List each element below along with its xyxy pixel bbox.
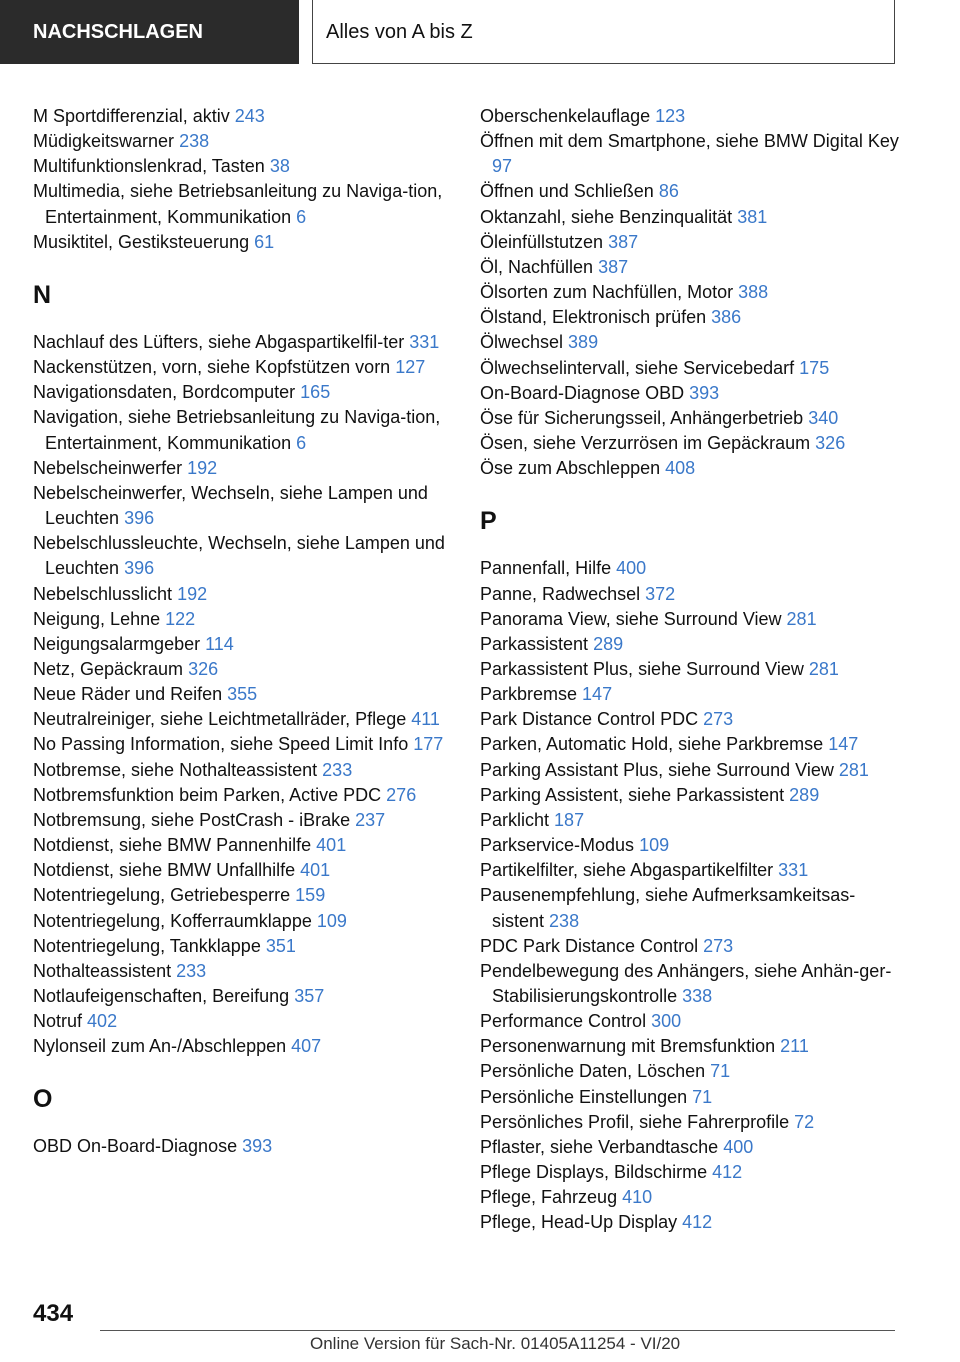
- index-entry: [480, 205, 900, 230]
- page-link[interactable]: 109: [316, 910, 347, 931]
- page-link[interactable]: 38: [269, 156, 290, 177]
- page-link[interactable]: 393: [242, 1136, 273, 1157]
- index-entry: [33, 380, 453, 405]
- page-link[interactable]: 238: [179, 131, 210, 152]
- index-column-right: [480, 104, 900, 1236]
- index-entry-text: Öffnen mit dem Smartphone, siehe BMW Digital Key: [480, 131, 899, 152]
- page-link[interactable]: 281: [808, 658, 839, 679]
- index-entry: [33, 154, 453, 179]
- index-entry: [480, 1034, 900, 1059]
- index-entry-text: Neue Räder und Reifen: [33, 684, 223, 705]
- index-entry: [480, 1210, 900, 1235]
- index-entry-text: Notbremse, siehe Nothalteassistent: [33, 759, 318, 780]
- page-link[interactable]: 357: [294, 986, 325, 1006]
- page-link[interactable]: 233: [322, 759, 353, 780]
- page-link[interactable]: 97: [492, 156, 513, 177]
- page-title: Alles von A bis Z: [312, 0, 895, 64]
- index-entry: [33, 405, 453, 455]
- index-entry-text: Parking Assistant Plus, siehe Surround View: [480, 759, 834, 780]
- index-entry: [33, 230, 453, 255]
- page-link[interactable]: 412: [682, 1212, 713, 1233]
- index-entry: [480, 732, 900, 757]
- index-entry-text: Parkservice-Modus: [480, 835, 635, 856]
- page-link[interactable]: 410: [622, 1187, 653, 1208]
- index-column-left: [33, 104, 453, 1160]
- index-entry-text: Nachlauf des Lüfters, siehe Abgaspartikelfil-ter: [33, 331, 405, 352]
- index-entry: [480, 632, 900, 657]
- index-entry-text: Pflege Displays, Bildschirme: [480, 1162, 708, 1183]
- index-entry-text: Oktanzahl, siehe Benzinqualität: [480, 206, 733, 227]
- page-link[interactable]: 238: [549, 910, 580, 931]
- index-letter-n: N: [33, 280, 52, 309]
- index-entry: [33, 833, 453, 858]
- page-link[interactable]: 386: [711, 307, 742, 328]
- index-entry: [480, 1160, 900, 1185]
- page-number: 434: [33, 1300, 74, 1327]
- page-link[interactable]: 372: [645, 583, 676, 604]
- index-entry: [480, 406, 900, 431]
- index-entry: [33, 1134, 453, 1159]
- index-entry: [480, 883, 900, 933]
- index-entry: [480, 1009, 900, 1034]
- index-entry: [480, 431, 900, 456]
- index-entry-text: PDC Park Distance Control: [480, 935, 699, 956]
- index-entry: [33, 732, 453, 757]
- index-entry: [33, 1034, 453, 1059]
- page-link[interactable]: 147: [582, 684, 613, 705]
- page-link[interactable]: 187: [554, 809, 585, 830]
- index-entry-text: Persönliches Profil, siehe Fahrerprofile: [480, 1111, 790, 1132]
- index-entry: [480, 607, 900, 632]
- index-entry-text: Park Distance Control PDC: [480, 709, 699, 730]
- page-link[interactable]: 72: [794, 1111, 815, 1132]
- page-link[interactable]: 192: [187, 457, 218, 478]
- index-entry: [480, 1185, 900, 1210]
- page-link[interactable]: 61: [254, 231, 275, 252]
- page-link[interactable]: 411: [411, 709, 440, 730]
- index-entry-text: Multifunktionslenkrad, Tasten: [33, 156, 265, 177]
- index-entry: [480, 129, 900, 179]
- index-entry-text: Ölstand, Elektronisch prüfen: [480, 307, 707, 328]
- index-entry: [480, 456, 900, 481]
- page-link[interactable]: 388: [738, 282, 769, 303]
- index-entry: [33, 531, 453, 581]
- page-link[interactable]: 276: [386, 784, 417, 805]
- index-entry-text: Nebelscheinwerfer, Wechseln, siehe Lampen und Leuchten: [33, 482, 428, 529]
- index-entry-text: Notbremsung, siehe PostCrash - iBrake: [33, 809, 351, 830]
- index-entry-text: M Sportdifferenzial, aktiv: [33, 106, 230, 126]
- index-entry: [480, 255, 900, 280]
- index-entry: [480, 1135, 900, 1160]
- index-entry: [480, 657, 900, 682]
- page-link[interactable]: 71: [710, 1061, 731, 1082]
- index-entry-text: Notdienst, siehe BMW Pannenhilfe: [33, 835, 312, 856]
- index-entry-text: Notruf: [33, 1011, 83, 1032]
- page-link[interactable]: 400: [616, 558, 647, 579]
- page-link[interactable]: 338: [682, 986, 713, 1006]
- index-entry: [480, 230, 900, 255]
- index-entry-text: Performance Control: [480, 1011, 647, 1032]
- page-link[interactable]: 326: [188, 658, 219, 679]
- index-entry: [480, 1110, 900, 1135]
- index-entry-text: Pflege, Head-Up Display: [480, 1212, 678, 1233]
- index-entry: [480, 934, 900, 959]
- footer-divider: [100, 1330, 895, 1331]
- page-link[interactable]: 387: [608, 231, 639, 252]
- page-link[interactable]: 243: [234, 106, 265, 126]
- index-entry: [480, 330, 900, 355]
- page-link[interactable]: 408: [665, 458, 696, 479]
- page-link[interactable]: 109: [639, 835, 670, 856]
- index-entry-text: Ölwechsel: [480, 332, 564, 353]
- index-entry-text: Neigungsalarmgeber: [33, 633, 201, 654]
- index-entry-text: Öse für Sicherungsseil, Anhängerbetrieb: [480, 407, 804, 428]
- index-entry-text: Navigationsdaten, Bordcomputer: [33, 382, 296, 403]
- index-entry-text: Musiktitel, Gestiksteuerung: [33, 231, 250, 252]
- page-link[interactable]: 6: [296, 432, 307, 453]
- index-entry-text: Panorama View, siehe Surround View: [480, 608, 782, 629]
- index-entry: [480, 1059, 900, 1084]
- index-entry: [480, 783, 900, 808]
- page-link[interactable]: 351: [265, 935, 296, 956]
- index-entry: [33, 355, 453, 380]
- index-entry-text: Nylonseil zum An-/Abschleppen: [33, 1036, 287, 1057]
- page-link[interactable]: 381: [737, 206, 768, 227]
- index-entry-text: Notbremsfunktion beim Parken, Active PDC: [33, 784, 382, 805]
- index-entry-text: Parkbremse: [480, 684, 578, 705]
- page-link[interactable]: 331: [409, 331, 440, 352]
- page-link[interactable]: 175: [799, 357, 830, 378]
- index-entry-text: Netz, Gepäckraum: [33, 658, 184, 679]
- index-entry-text: Pflaster, siehe Verbandtasche: [480, 1136, 719, 1157]
- index-entry: [33, 858, 453, 883]
- page-link[interactable]: 412: [712, 1162, 743, 1183]
- page-link[interactable]: 393: [689, 382, 720, 403]
- index-entry: [480, 833, 900, 858]
- index-entry-text: Müdigkeitswarner: [33, 131, 175, 152]
- page-link[interactable]: 281: [838, 759, 869, 780]
- page-link[interactable]: 402: [87, 1011, 118, 1032]
- index-entry-text: No Passing Information, siehe Speed Limit Info: [33, 734, 409, 755]
- page-link[interactable]: 237: [355, 809, 386, 830]
- page-link[interactable]: 407: [291, 1036, 322, 1057]
- page-link[interactable]: 387: [598, 256, 629, 277]
- index-entry-text: Persönliche Einstellungen: [480, 1086, 688, 1107]
- index-entry: [33, 129, 453, 154]
- page-link[interactable]: 192: [177, 583, 208, 604]
- index-entry-text: Ölwechselintervall, siehe Servicebedarf: [480, 357, 795, 378]
- page-link[interactable]: 389: [568, 332, 599, 353]
- index-entry: [33, 657, 453, 682]
- index-entry-text: Notentriegelung, Kofferraumklappe: [33, 910, 312, 931]
- index-entry: [33, 984, 453, 1009]
- index-entry-text: Pausenempfehlung, siehe Aufmerksamkeitsas-sistent: [480, 885, 856, 931]
- index-entry: [33, 179, 453, 229]
- index-entry-text: Nebelscheinwerfer: [33, 457, 183, 478]
- index-entry: [33, 582, 453, 607]
- index-entry: [480, 858, 900, 883]
- index-entry: [480, 381, 900, 406]
- index-entry: [33, 456, 453, 481]
- index-entry-text: Pendelbewegung des Anhängers, siehe Anhän-ger-Stabilisierungskontrolle: [480, 960, 892, 1006]
- index-entry-text: Nackenstützen, vorn, siehe Kopfstützen vorn: [33, 357, 391, 378]
- page-link[interactable]: 71: [692, 1086, 713, 1107]
- index-entry-text: Öleinfüllstutzen: [480, 231, 604, 252]
- index-entry: [33, 481, 453, 531]
- page-link[interactable]: 233: [176, 960, 207, 981]
- index-entry: [480, 356, 900, 381]
- index-entry: [480, 280, 900, 305]
- index-entry: [33, 959, 453, 984]
- page-link[interactable]: 127: [395, 357, 426, 378]
- page-link[interactable]: 177: [413, 734, 444, 755]
- index-entry-text: Panne, Radwechsel: [480, 583, 641, 604]
- index-entry-text: Pannenfall, Hilfe: [480, 558, 612, 579]
- index-letter-p: P: [480, 507, 497, 536]
- index-entry: [480, 179, 900, 204]
- index-entry-text: Parking Assistent, siehe Parkassistent: [480, 784, 785, 805]
- page-link[interactable]: 122: [165, 608, 196, 629]
- page-link[interactable]: 86: [658, 181, 679, 202]
- page-link[interactable]: 165: [300, 382, 331, 403]
- page-link[interactable]: 401: [316, 835, 347, 856]
- index-entry-text: Parkassistent Plus, siehe Surround View: [480, 658, 804, 679]
- index-entry: [33, 1009, 453, 1034]
- index-entry: [480, 104, 900, 129]
- index-entry: [33, 909, 453, 934]
- page-link[interactable]: 159: [295, 885, 326, 906]
- index-entry-text: OBD On-Board-Diagnose: [33, 1136, 238, 1157]
- index-entry: [480, 808, 900, 833]
- index-entry-text: Notentriegelung, Getriebesperre: [33, 885, 291, 906]
- index-entry-text: Notentriegelung, Tankklappe: [33, 935, 261, 956]
- page-link[interactable]: 396: [124, 508, 155, 529]
- index-entry: [480, 582, 900, 607]
- index-entry-text: Neigung, Lehne: [33, 608, 161, 629]
- index-entry: [33, 682, 453, 707]
- page-link[interactable]: 326: [815, 433, 846, 454]
- page-link[interactable]: 331: [778, 860, 809, 881]
- index-entry-text: Öl, Nachfüllen: [480, 256, 594, 277]
- page-link[interactable]: 340: [808, 407, 839, 428]
- page-link[interactable]: 289: [789, 784, 820, 805]
- page-link[interactable]: 300: [651, 1011, 682, 1032]
- index-entry-text: Notlaufeigenschaften, Bereifung: [33, 986, 290, 1006]
- page-link[interactable]: 281: [786, 608, 817, 629]
- index-entry: [33, 104, 453, 129]
- page-link[interactable]: 401: [300, 860, 331, 881]
- page-link[interactable]: 289: [593, 633, 624, 654]
- index-entry-text: Öse zum Abschleppen: [480, 458, 661, 479]
- page-link[interactable]: 114: [205, 633, 234, 654]
- index-entry-text: Neutralreiniger, siehe Leichtmetallräder, Pflege: [33, 709, 407, 730]
- page-link[interactable]: 211: [780, 1036, 809, 1057]
- index-entry: [33, 783, 453, 808]
- index-entry: [33, 758, 453, 783]
- index-entry-text: Nebelschlusslicht: [33, 583, 173, 604]
- index-entry-text: Navigation, siehe Betriebsanleitung zu Naviga-tion, Entertainment, Kommunikation: [33, 407, 441, 453]
- index-letter-o: O: [33, 1085, 53, 1114]
- page-link[interactable]: 147: [828, 734, 859, 755]
- index-entry-text: Persönliche Daten, Löschen: [480, 1061, 706, 1082]
- page-link[interactable]: 400: [723, 1136, 754, 1157]
- index-entry-text: Pflege, Fahrzeug: [480, 1187, 618, 1208]
- index-entry-text: Ösen, siehe Verzurrösen im Gepäckraum: [480, 433, 811, 454]
- index-entry-text: Parken, Automatic Hold, siehe Parkbremse: [480, 734, 824, 755]
- index-entry: [33, 607, 453, 632]
- index-entry: [33, 330, 453, 355]
- index-entry: [33, 883, 453, 908]
- index-entry-text: Personenwarnung mit Bremsfunktion: [480, 1036, 776, 1057]
- index-entry: [480, 556, 900, 581]
- index-entry-text: Notdienst, siehe BMW Unfallhilfe: [33, 860, 296, 881]
- index-entry: [33, 632, 453, 657]
- index-entry: [480, 1085, 900, 1110]
- index-entry-text: Nebelschlussleuchte, Wechseln, siehe Lampen und Leuchten: [33, 533, 445, 579]
- index-entry: [33, 707, 453, 732]
- index-entry-text: Partikelfilter, siehe Abgaspartikelfilter: [480, 860, 774, 881]
- page-link[interactable]: 6: [296, 206, 307, 227]
- page-link[interactable]: 396: [124, 558, 155, 579]
- index-entry-text: Parklicht: [480, 809, 550, 830]
- page-link[interactable]: 273: [703, 935, 734, 956]
- page-link[interactable]: 273: [703, 709, 734, 730]
- index-entry: [33, 808, 453, 833]
- page-link[interactable]: 123: [655, 106, 686, 126]
- page-link[interactable]: 355: [227, 684, 258, 705]
- index-entry: [480, 682, 900, 707]
- index-entry: [480, 305, 900, 330]
- index-entry-text: Oberschenkelauflage: [480, 106, 651, 126]
- section-tab: NACHSCHLAGEN: [0, 0, 299, 64]
- index-entry: [480, 959, 900, 1009]
- index-entry: [480, 707, 900, 732]
- index-entry-text: Öffnen und Schließen: [480, 181, 654, 202]
- index-entry-text: Ölsorten zum Nachfüllen, Motor: [480, 282, 734, 303]
- index-entry-text: Multimedia, siehe Betriebsanleitung zu Naviga-tion, Entertainment, Kommunikation: [33, 181, 443, 227]
- index-entry: [33, 934, 453, 959]
- index-entry-text: Parkassistent: [480, 633, 589, 654]
- online-version-text: Online Version für Sach-Nr. 01405A11254 - VI/20: [310, 1334, 681, 1353]
- index-entry-text: Nothalteassistent: [33, 960, 172, 981]
- index-entry-text: On-Board-Diagnose OBD: [480, 382, 685, 403]
- index-entry: [480, 758, 900, 783]
